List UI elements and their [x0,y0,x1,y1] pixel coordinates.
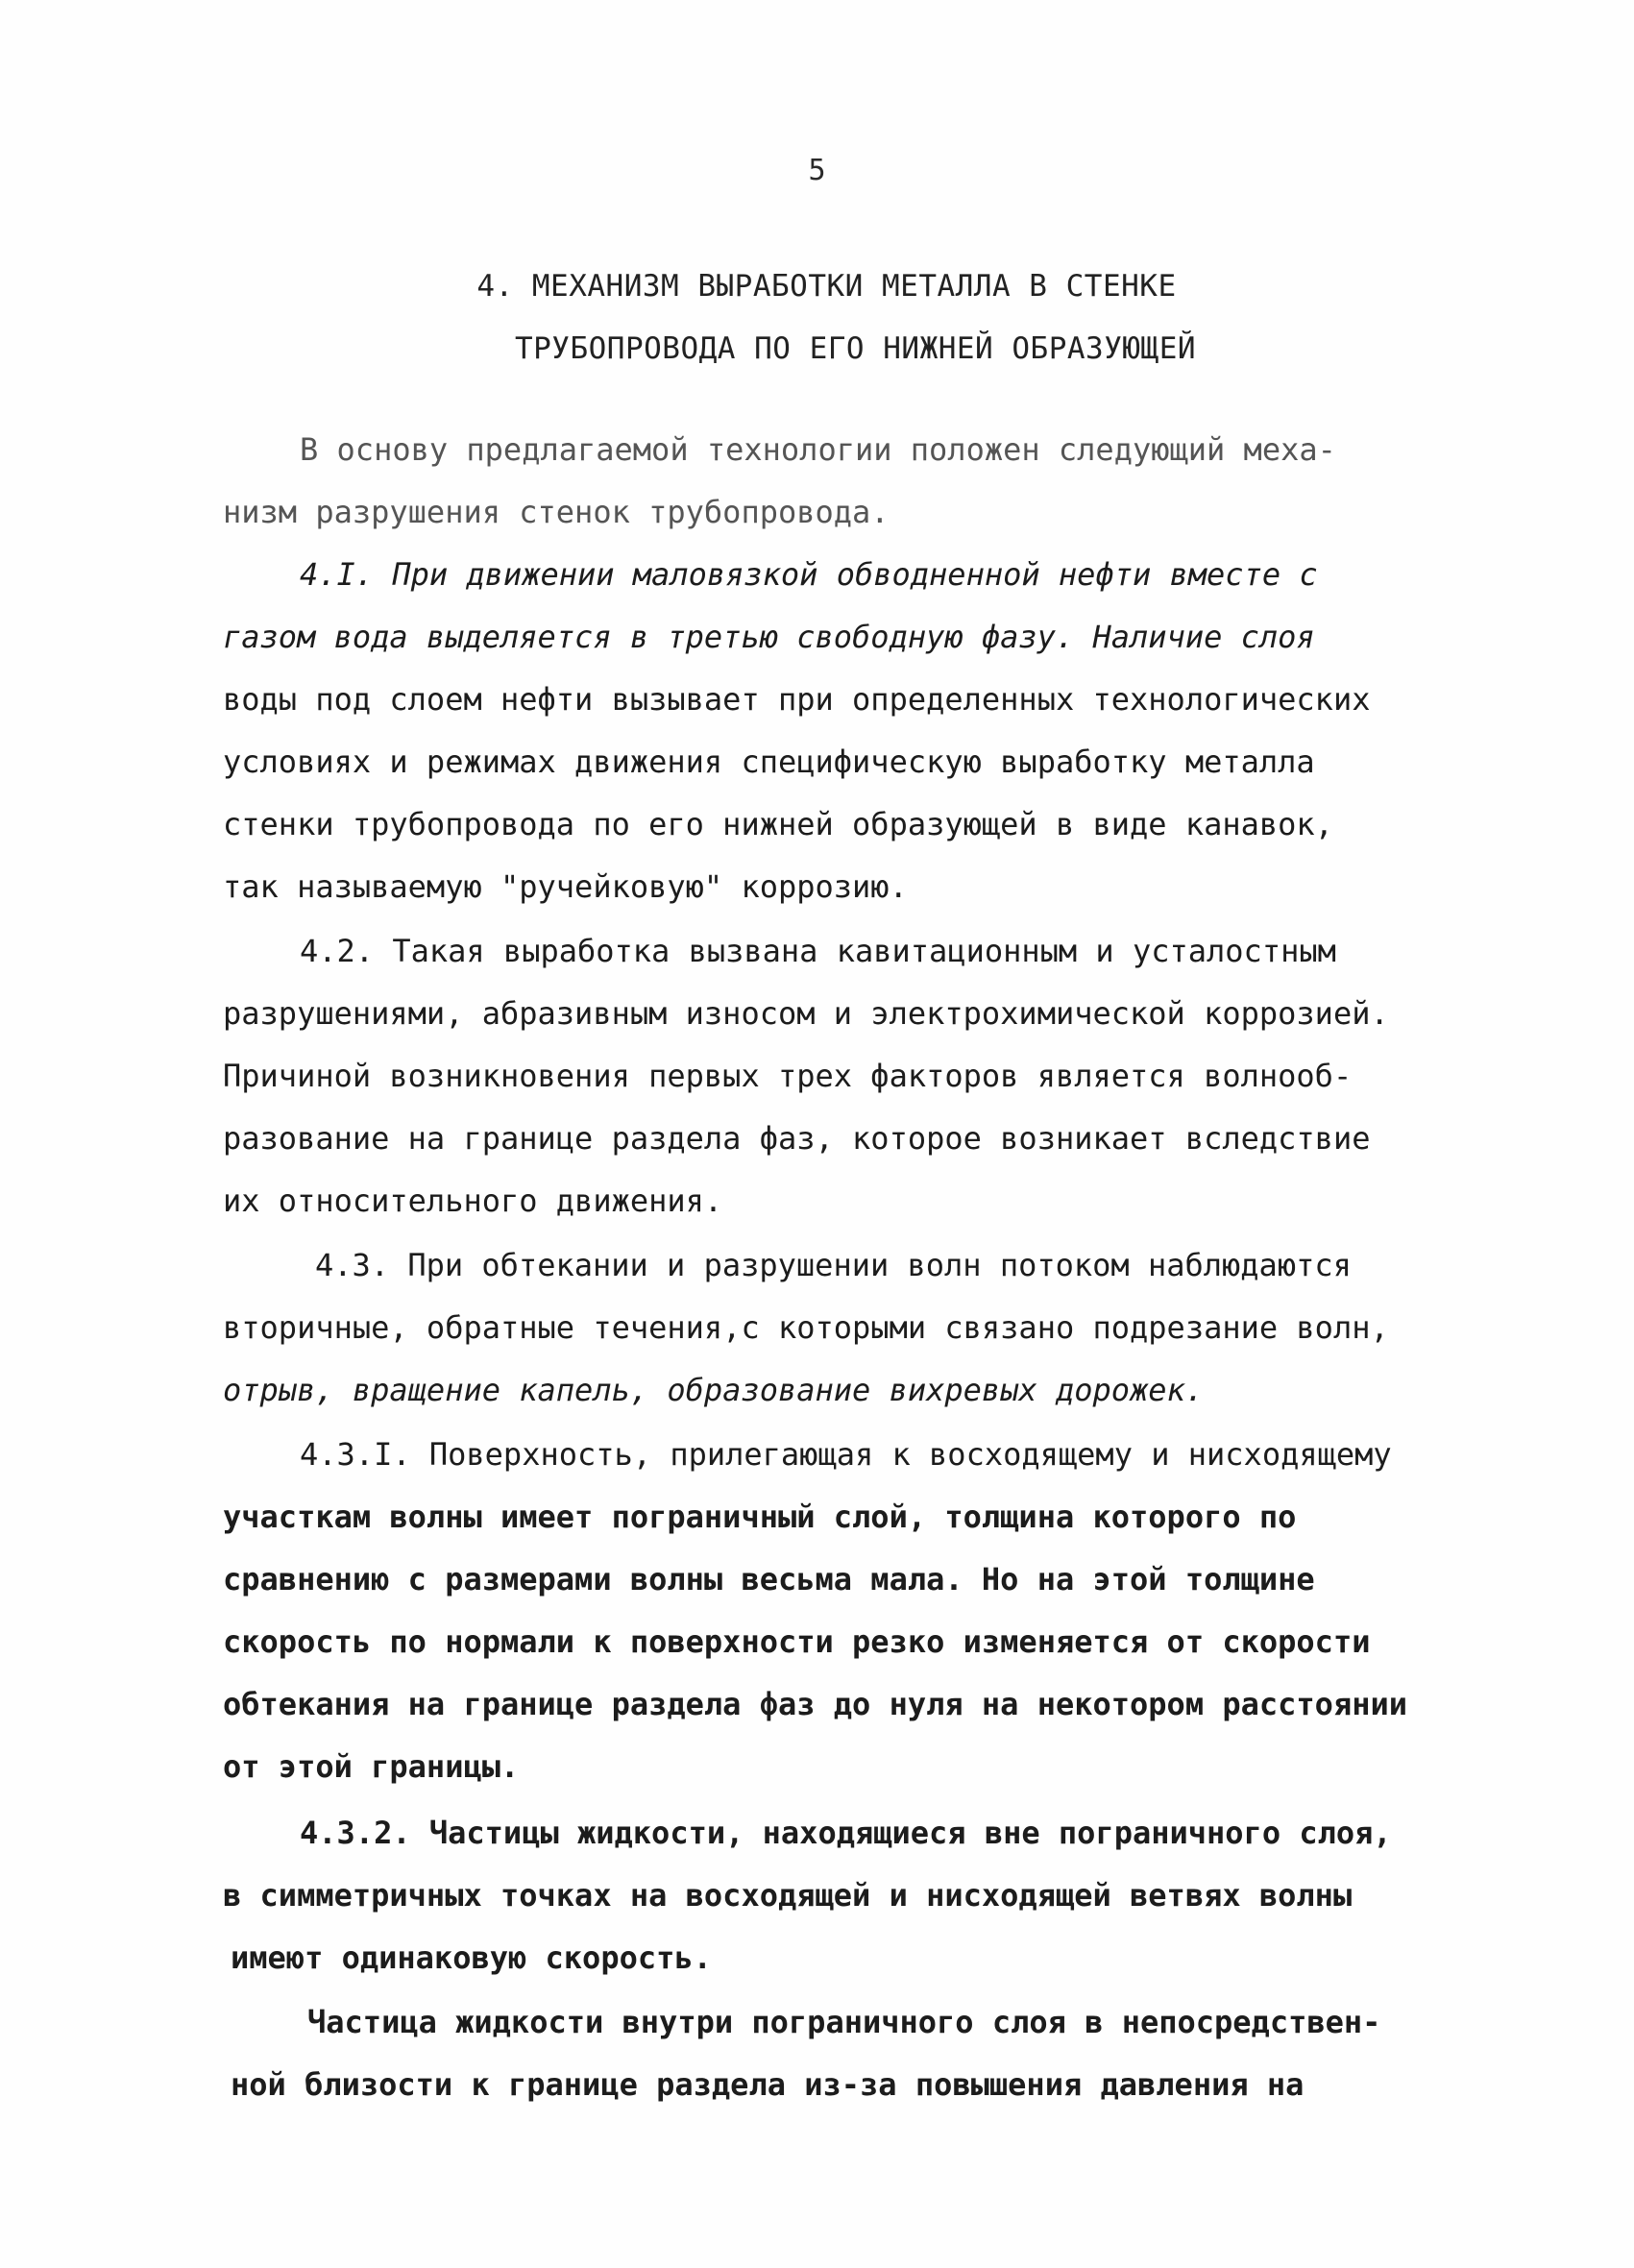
text-line: от этой границы. [223,1748,520,1785]
text-line: их относительного движения. [223,1183,723,1219]
section-title-line-1: 4. МЕХАНИЗМ ВЫРАБОТКИ МЕТАЛЛА В СТЕНКЕ [476,269,1177,304]
text-line: В основу предлагаемой технологии положен следующий меха- [300,431,1336,468]
text-line: Причиной возникновения первых трех факторов является волнооб- [223,1058,1353,1094]
text-line: разование на границе раздела фаз, которое возникает вследствие [223,1120,1371,1157]
text-line: разрушениями, абразивным износом и электрохимической коррозией. [223,995,1389,1032]
text-line: в симметричных точках на восходящей и нисходящей ветвях волны [223,1877,1353,1914]
text-line: сравнению с размерами волны весьма мала. Но на этой толщине [223,1561,1315,1597]
page-number: 5 [808,154,826,187]
text-line: имеют одинаковую скорость. [231,1939,712,1976]
text-line: стенки трубопровода по его нижней образующей в виде канавок, [223,806,1333,842]
text-line: газом вода выделяется в третью свободную фазу. Наличие слоя [223,619,1315,655]
text-line: 4.3. При обтекании и разрушении волн потоком наблюдаются [315,1247,1352,1283]
text-line: условиях и режимах движения специфическую выработку металла [223,744,1315,780]
text-line: участкам волны имеет пограничный слой, толщина которого по [223,1499,1297,1535]
text-line: так называемую "ручейковую" коррозию. [223,868,908,905]
text-line: воды под слоем нефти вызывает при определенных технологических [223,681,1371,718]
text-line: 4.2. Такая выработка вызвана кавитационным и усталостным [300,933,1336,969]
text-line: отрыв, вращение капель, образование вихревых дорожек. [223,1372,1205,1408]
text-line: Частица жидкости внутри пограничного слоя в непосредствен- [307,2004,1381,2040]
text-line: 4.3.2. Частицы жидкости, находящиеся вне пограничного слоя, [300,1815,1392,1851]
text-line: ной близости к границе раздела из-за повышения давления на [231,2066,1305,2103]
section-title-line-2: ТРУБОПРОВОДА ПО ЕГО НИЖНЕЙ ОБРАЗУЮЩЕЙ [514,331,1197,366]
text-line: 4.3.I. Поверхность, прилегающая к восходящему и нисходящему [300,1436,1392,1473]
text-line: скорость по нормали к поверхности резко изменяется от скорости [223,1623,1371,1660]
text-line: обтекания на границе раздела фаз до нуля на некотором расстоянии [223,1686,1407,1722]
text-line: низм разрушения стенок трубопровода. [223,494,890,530]
text-line: 4.I. При движении маловязкой обводненной нефти вместе с [300,556,1318,593]
text-line: вторичные, обратные течения,с которыми связано подрезание волн, [223,1309,1389,1346]
